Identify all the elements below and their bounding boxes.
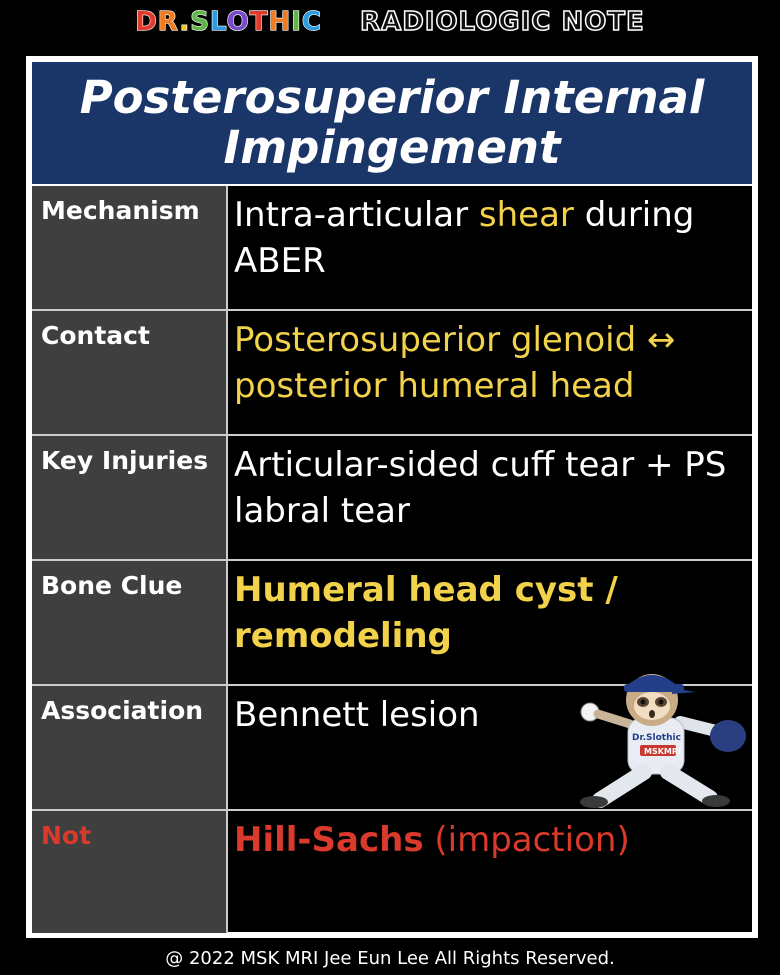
- title-banner: [32, 62, 752, 186]
- value-cell: [228, 811, 752, 933]
- row-label: Association: [41, 696, 204, 725]
- label-cell: [32, 186, 228, 309]
- logo-letter: D: [135, 7, 158, 37]
- value-cell: [228, 436, 752, 559]
- baseball-glove: [710, 720, 746, 752]
- row-label: Not: [41, 821, 92, 850]
- label-cell: [32, 436, 228, 559]
- row-value: Intra-articular: [234, 195, 479, 235]
- row-value-highlight: shear: [478, 195, 574, 235]
- row-value: Posterosuperior glenoid ↔ posterior humeral head: [234, 320, 676, 406]
- value-cell: [228, 311, 752, 434]
- row-value: Humeral head cyst / remodeling: [234, 570, 618, 656]
- row-label: Bone Clue: [41, 571, 183, 600]
- title-line-2: Impingement: [223, 121, 561, 174]
- table-row: [32, 811, 752, 933]
- logo-letter: T: [249, 7, 269, 37]
- row-label: Mechanism: [41, 196, 200, 225]
- logo-letter: .: [179, 7, 191, 37]
- title-line-1: Posterosuperior Internal: [79, 71, 705, 124]
- row-value: Hill-Sachs: [234, 820, 424, 860]
- label-cell: [32, 686, 228, 809]
- logo-letter: C: [301, 7, 322, 37]
- logo-letter: O: [226, 7, 250, 37]
- brand-header: [0, 4, 780, 40]
- label-cell: [32, 561, 228, 684]
- row-value: Articular-sided cuff tear + PS labral tear: [234, 445, 727, 531]
- copyright-footer: @ 2022 MSK MRI Jee Eun Lee All Rights Reserved.: [165, 948, 615, 969]
- label-cell: [32, 311, 228, 434]
- logo-letter: S: [190, 7, 210, 37]
- brand-logo: [135, 7, 332, 37]
- row-value: Bennett lesion: [234, 695, 480, 735]
- row-label: Key Injuries: [41, 446, 209, 475]
- logo-letter: H: [268, 7, 292, 37]
- label-cell: [32, 811, 228, 933]
- value-cell: [228, 186, 752, 309]
- table-row: [32, 436, 752, 561]
- row-value-tail: during ABER: [234, 195, 695, 281]
- sloth-pitcher-mascot: [560, 662, 750, 812]
- mascot-shirt-sub: MSKMRI: [644, 747, 682, 756]
- logo-letter: L: [209, 7, 227, 37]
- table-row: [32, 186, 752, 311]
- row-value-tail: (impaction): [423, 820, 630, 860]
- page-title: [60, 73, 725, 173]
- brand-note: RADIOLOGIC NOTE: [360, 7, 645, 37]
- mascot-shirt-text: Dr.Slothic: [632, 733, 681, 743]
- logo-letter: I: [291, 7, 302, 37]
- info-table: [32, 186, 752, 933]
- logo-letter: R: [157, 7, 180, 37]
- row-label: Contact: [41, 321, 150, 350]
- table-row: [32, 311, 752, 436]
